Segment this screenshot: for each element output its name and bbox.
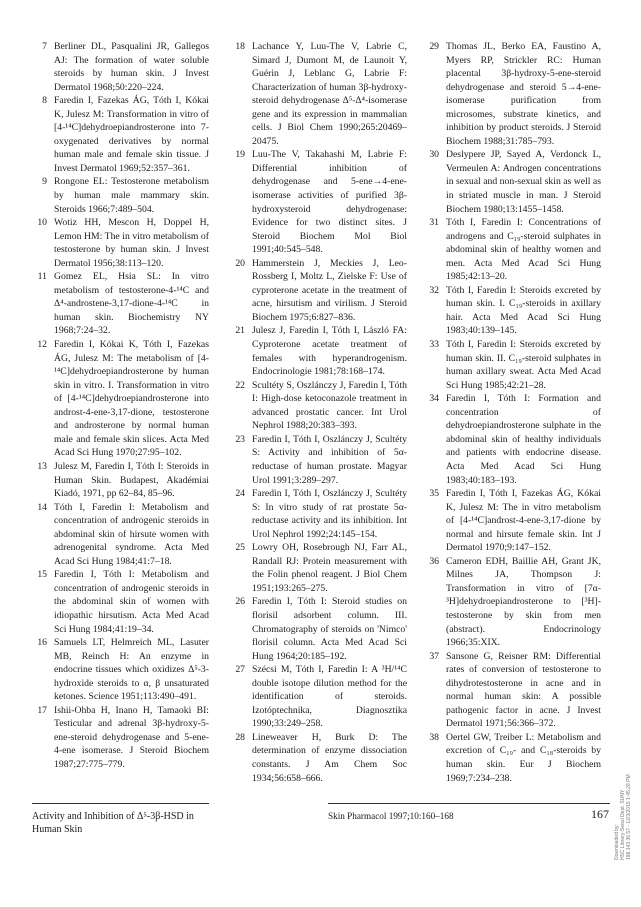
reference-text: Berliner DL, Pasqualini JR, Gallegos AJ: The formation of water soluble steroids by human skin. J Invest Dermatol 1968;50:220–224. bbox=[54, 41, 209, 93]
reference-entry bbox=[230, 40, 407, 148]
journal-citation: Skin Pharmacol 1997;10:160–168 bbox=[328, 811, 454, 821]
reference-number: 26 bbox=[235, 596, 245, 608]
reference-entry bbox=[32, 338, 209, 460]
reference-number: 27 bbox=[235, 664, 245, 676]
download-watermark-line-1: Downloaded by: bbox=[614, 824, 620, 860]
reference-number: 7 bbox=[42, 41, 47, 52]
reference-entry bbox=[32, 94, 209, 175]
reference-text: Cameron EDH, Baillie AH, Grant JK, Milnes JA, Thompson J: Transformation in vitro of [7α-³H]dehydroepiandrosterone to [³H]-testosterone by skin from men (abstract). Endocrinology 1966;35:XIX. bbox=[446, 555, 601, 649]
reference-text: Wotiz HH, Mescon H, Doppel H, Lemon HM: The in vitro metabolism of testosterone by human skin. J Invest Dermatol 1956;38:113–120. bbox=[54, 217, 209, 269]
reference-number: 12 bbox=[37, 339, 47, 351]
reference-number: 33 bbox=[429, 339, 439, 351]
reference-number: 9 bbox=[42, 176, 47, 188]
reference-entry bbox=[32, 704, 209, 772]
reference-entry bbox=[32, 460, 209, 501]
reference-number: 18 bbox=[235, 41, 245, 52]
reference-text: Samuels LT, Helmreich ML, Lasuter MB, Reinch H: An enzyme in endocrine tissues which oxidizes Δ⁵-3-hydroxide steroids to α, β unsaturated ketones. Science 1951;113:490–491. bbox=[54, 637, 209, 703]
reference-text: Thomas JL, Berko EA, Faustino A, Myers RP, Strickler RC: Human placental 3β-hydroxy-5-ene-steroid dehydrogenase and steroid 5→4-ene-isomerase purification from microsomes, substrate kinetics, and inhibition by product steroids. J Steroid Biochem 1988;31:785–793. bbox=[446, 41, 601, 147]
reference-text: Faredin I, Tóth I: Formation and concentration of dehydroepiandrosterone sulphate in the abdominal skin of healthy individuals and patients with endocrine disease. Acta Med Acad Sci Hung 1983;40:183–193. bbox=[446, 393, 601, 486]
reference-number: 21 bbox=[235, 325, 245, 337]
reference-number: 25 bbox=[235, 542, 245, 554]
reference-entry bbox=[424, 216, 601, 284]
reference-entry bbox=[32, 40, 209, 94]
reference-number: 13 bbox=[37, 460, 47, 472]
reference-number: 29 bbox=[429, 41, 439, 52]
reference-number: 31 bbox=[429, 217, 439, 229]
reference-number: 11 bbox=[37, 271, 47, 283]
reference-entry bbox=[230, 324, 407, 378]
reference-number: 15 bbox=[37, 569, 47, 581]
reference-text: Faredin I, Tóth I: Metabolism and concentration of androgenic steroids in the abdominal skin of women with idiopathic hirsutism. Acta Med Acad Sci Hung 1984;41:19–34. bbox=[54, 569, 209, 635]
reference-entry bbox=[32, 636, 209, 704]
reference-entry bbox=[230, 148, 407, 256]
reference-number: 8 bbox=[42, 95, 47, 107]
footer-rule-right bbox=[328, 803, 610, 804]
reference-text: Gomez EL, Hsia SL: In vitro metabolism of testosterone-4-¹⁴C and Δ⁴-androstene-3,17-dione-4-¹⁴C in human skin. Biochemistry NY 1968;7:24–32. bbox=[54, 271, 209, 337]
reference-text: Szécsi M, Tóth I, Faredin I: A ³H/¹⁴C double isotope dilution method for the identification of steroids. Izotóptechnika, Diagnosztika 1990;33:249–258. bbox=[252, 664, 407, 730]
reference-number: 10 bbox=[37, 217, 47, 229]
reference-text: Julesz M, Faredin I, Tóth I: Steroids in Human Skin. Budapest, Akadémiai Kiadó, 1971, pp 62–84, 85–96. bbox=[54, 460, 209, 500]
reference-text: Tóth I, Faredin I: Concentrations of androgens and C₁₉-steroid sulphates in abdominal skin of healthy women and men. Acta Med Acad Sci Hung 1985;42:13–20. bbox=[446, 217, 601, 283]
reference-entry bbox=[32, 270, 209, 338]
reference-text: Tóth I, Faredin I: Steroids excreted by human skin. I. C₁₉-steroids in axillary hair. Acta Med Acad Sci Hung 1983;40:139–145. bbox=[446, 284, 601, 337]
reference-entry bbox=[424, 148, 601, 216]
reference-column-2 bbox=[230, 40, 407, 785]
reference-text: Hammerstein J, Meckies J, Leo-Rossberg I, Moltz L, Zielske F: Use of cyproterone acetate in the treatment of acne, hirsutism and virilism. J Steroid Biochem 1975;6:827–836. bbox=[252, 257, 407, 323]
reference-number: 17 bbox=[37, 704, 47, 716]
reference-text: Sansone G, Reisner RM: Differential rates of conversion of testosterone to dihydrotestosterone in acne and in normal human skin: A possible pathogenic factor in acne. J Invest Dermatol 1971;56:366–372. bbox=[446, 650, 601, 730]
download-watermark-line-2: HSC Library-Seoul Dept. SUNY bbox=[620, 789, 626, 860]
reference-text: Tóth I, Faredin I: Metabolism and concentration of androgenic steroids in abdominal skin of hirsute women with adrenogenital syndrome. Acta Med Acad Sci Hung 1984;41:7–18. bbox=[54, 501, 209, 567]
reference-number: 14 bbox=[37, 501, 47, 513]
reference-entry bbox=[230, 257, 407, 325]
reference-text: Faredin I, Fazekas ÁG, Tóth I, Kókai K, Julesz M: Transformation in vitro of [4-¹⁴C]dehydroepiandrosterone into 7-oxygenated derivatives by normal human male and female skin tissue. J Invest Dermatol 1969;52:357–361. bbox=[54, 95, 209, 174]
reference-entry bbox=[424, 40, 601, 148]
reference-text: Faredin I, Tóth I, Oszlánczy J, Scultéty S: In vitro study of rat prostate 5α-reductase activity and its inhibition. Int Urol Nephrol 1992;24:145–154. bbox=[252, 488, 407, 540]
reference-number: 30 bbox=[429, 149, 439, 161]
page-number: 167 bbox=[591, 807, 609, 821]
reference-entry bbox=[424, 731, 601, 785]
reference-number: 32 bbox=[429, 284, 439, 296]
reference-entry bbox=[230, 541, 407, 595]
reference-entry bbox=[424, 487, 601, 555]
reference-entry bbox=[424, 650, 601, 731]
reference-entry bbox=[230, 487, 407, 541]
reference-text: Lachance Y, Luu-The V, Labrie C, Simard J, Dumont M, de Launoit Y, Guérin J, Leblanc G, Labrie F: Characterization of human 3β-hydroxy-steroid dehydrogenase Δ⁵-Δ⁴-isomerase gene and its expression in mammalian cells. J Biol Chem 1990;265:20469–20475. bbox=[252, 41, 407, 147]
reference-text: Scultéty S, Oszlánczy J, Faredin I, Tóth I: High-dose ketoconazole treatment in advanced prostatic cancer. Int Urol Nephrol 1988;20:383–393. bbox=[252, 379, 407, 432]
reference-text: Lowry OH, Rosebrough NJ, Farr AL, Randall RJ: Protein measurement with the Folin phenol reagent. J Biol Chem 1951;193:265–275. bbox=[252, 542, 407, 594]
reference-number: 19 bbox=[235, 149, 245, 161]
reference-number: 24 bbox=[235, 488, 245, 500]
reference-text: Oertel GW, Treiber L: Metabolism and excretion of C₁₉- and C₁₈-steroids by human skin. Eur J Biochem 1969;7:234–238. bbox=[446, 731, 601, 784]
reference-text: Luu-The V, Takahashi M, Labrie F: Differential inhibition of dehydrogenase and 5-ene→4-ene-isomerase activities of purified 3β-hydroxysteroid dehydrogenase: Evidence for two distinct sites. J Steroid Biochem Mol Biol 1991;40:545–548. bbox=[252, 149, 407, 256]
footer-rule-left bbox=[32, 803, 209, 804]
reference-number: 22 bbox=[235, 379, 245, 391]
reference-entry bbox=[230, 433, 407, 487]
reference-column-1 bbox=[32, 40, 209, 772]
reference-entry bbox=[230, 663, 407, 731]
reference-entry bbox=[424, 555, 601, 650]
reference-text: Julesz J, Faredin I, Tóth I, László FA: Cyproterone acetate treatment of females with hyperandrogenism. Endocrinologie 1981;78:168–174. bbox=[252, 325, 407, 378]
reference-number: 16 bbox=[37, 637, 47, 649]
reference-number: 36 bbox=[429, 555, 439, 567]
reference-entry bbox=[424, 392, 601, 487]
reference-text: Ishii-Ohba H, Inano H, Tamaoki BI: Testicular and adrenal 3β-hydroxy-5-ene-steroid dehydrogenase and 5-ene-4-ene isomerase. J Steroid Biochem 1987;27:775–779. bbox=[54, 704, 209, 770]
reference-text: Lineweaver H, Burk D: The determination of enzyme dissociation constants. J Am Chem Soc 1934;56:658–666. bbox=[252, 731, 407, 784]
reference-number: 34 bbox=[429, 393, 439, 405]
reference-entry bbox=[230, 379, 407, 433]
reference-entry bbox=[230, 731, 407, 785]
download-watermark-line-3: 198.143.36.57 - 12/3/2015 1:45:28 PM bbox=[626, 774, 632, 860]
reference-text: Faredin I, Tóth I, Fazekas ÁG, Kókai K, Julesz M: The in vitro metabolism of [4-¹⁴C]androst-4-ene-3,17-dione by normal and hirsute female skin. Int J Dermatol 1970;9:147–152. bbox=[446, 488, 601, 554]
reference-text: Faredin I, Tóth I, Oszlánczy J, Scultéty S: Activity and inhibition of 5α-reductase of human prostate. Magyar Urol 1991;3:289–297. bbox=[252, 433, 407, 486]
reference-number: 20 bbox=[235, 257, 245, 269]
reference-number: 23 bbox=[235, 433, 245, 445]
reference-entry bbox=[32, 568, 209, 636]
reference-entry bbox=[230, 595, 407, 663]
download-watermark bbox=[614, 774, 632, 860]
reference-entry bbox=[32, 175, 209, 216]
reference-number: 37 bbox=[429, 650, 439, 662]
reference-entry bbox=[32, 501, 209, 569]
running-title: Activity and Inhibition of Δ⁵-3β-HSD in Human Skin bbox=[32, 811, 194, 835]
reference-column-3 bbox=[424, 40, 601, 785]
reference-text: Faredin I, Kókai K, Tóth I, Fazekas ÁG, Julesz M: The metabolism of [4-¹⁴C]dehydroepiandrosterone by human skin in vitro. I. Transformation in vitro of [4-¹⁴C]dehydroepiandrosterone into androst-4-ene-3,17-dione, testosterone and androsterone by normal human male and female skin slices. Acta Med Acad Sci Hung 1970;27:95–102. bbox=[54, 339, 209, 459]
reference-entry bbox=[32, 216, 209, 270]
reference-number: 28 bbox=[235, 731, 245, 743]
reference-text: Deslypere JP, Sayed A, Verdonck L, Vermeulen A: Androgen concentrations in sexual and non-sexual skin as well as in striated muscle in man. J Steroid Biochem 1980;13:1455–1458. bbox=[446, 149, 601, 215]
reference-text: Rongone EL: Testosterone metabolism by human male mammary skin. Steroids 1966;7:489–504. bbox=[54, 176, 209, 215]
reference-text: Tóth I, Faredin I: Steroids excreted by human skin. II. C₁₉-steroid sulphates in human axillary sweat. Acta Med Acad Sci Hung 1985;42:21–28. bbox=[446, 339, 601, 391]
reference-entry bbox=[424, 338, 601, 392]
reference-entry bbox=[424, 284, 601, 338]
reference-number: 38 bbox=[429, 731, 439, 743]
reference-number: 35 bbox=[429, 488, 439, 500]
reference-text: Faredin I, Tóth I: Steroid studies on florisil adsorbent column. III. Chromatography of steroids on 'Nimco' florisil column. Acta Med Acad Sci Hung 1964;20:185–192. bbox=[252, 596, 407, 662]
